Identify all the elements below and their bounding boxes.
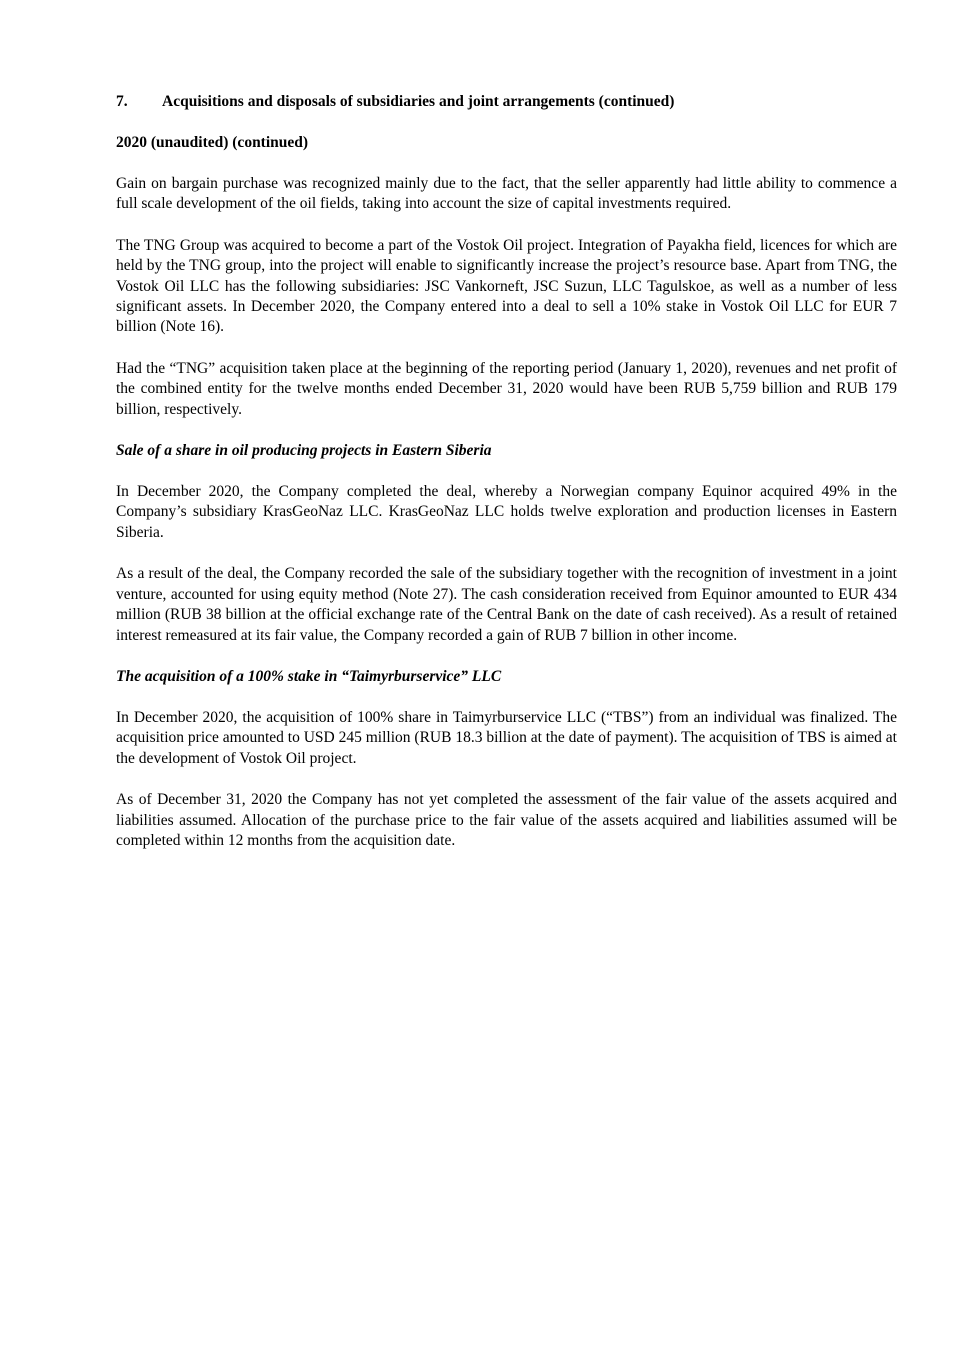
document-page: [116, 92, 897, 872]
paragraph-tng-proforma: Had the “TNG” acquisition taken place at the beginning of the reporting period (January 1, 2020), revenues and net profit of the combined entity for the twelve months ended December 31, 2020 would have been RUB 5,759 billion and RUB 179 billion, respectively.: [116, 359, 897, 418]
paragraph-equinor-deal: In December 2020, the Company completed the deal, whereby a Norwegian company Equinor acquired 49% in the Company’s subsidiary KrasGeoNaz LLC. KrasGeoNaz LLC holds twelve exploration and production licenses in Eastern Siberia.: [116, 483, 897, 541]
paragraph-tbs-fair-value: As of December 31, 2020 the Company has not yet completed the assessment of the fair value of the assets acquired and liabilities assumed. Allocation of the purchase price to the fair value of the assets acquired and liabilities assumed will be completed within 12 months from the acquisition date.: [116, 791, 897, 849]
paragraph-sale-result: As a result of the deal, the Company recorded the sale of the subsidiary together with the recognition of investment in a joint venture, accounted for using equity method (Note 27). The cash consideration received from Equinor amounted to EUR 434 million (RUB 38 billion at the official exchange rate of the Central Bank on the date of cash received). As a result of retained interest remeasured at its fair value, the Company recorded a gain of RUB 7 billion in other income.: [116, 565, 897, 644]
section-title: Acquisitions and disposals of subsidiaries and joint arrangements (continued): [162, 93, 675, 110]
section-number: 7.: [116, 93, 128, 110]
sale-heading: Sale of a share in oil producing projects in Eastern Siberia: [116, 442, 492, 460]
year-heading: 2020 (unaudited) (continued): [116, 134, 309, 151]
section-heading: [116, 92, 897, 112]
paragraph-bargain-purchase: Gain on bargain purchase was recognized mainly due to the fact, that the seller apparently had little ability to commence a full scale development of the oil fields, taking into account the size of capital investments required.: [116, 175, 897, 213]
tbs-heading: The acquisition of a 100% stake in “Taimyrburservice” LLC: [116, 667, 502, 685]
paragraph-tbs-acquisition: In December 2020, the acquisition of 100% share in Taimyrburservice LLC (“TBS”) from an individual was finalized. The acquisition price amounted to USD 245 million (RUB 18.3 billion at the date of payment). The acquisition of TBS is aimed at the development of Vostok Oil project.: [116, 708, 897, 767]
paragraph-tng-group: The TNG Group was acquired to become a part of the Vostok Oil project. Integration of Payakha field, licences for which are held by the TNG group, into the project will enable to significantly increase the project’s resource base. Apart from TNG, the Vostok Oil LLC has the following subsidiaries: JSC Vankorneft, JSC Suzun, LLC Tagulskoe, as well as a number of less significant assets. In December 2020, the Company entered into a deal to sell a 10% stake in Vostok Oil LLC for EUR 7 billion (Note 16).: [116, 236, 897, 336]
